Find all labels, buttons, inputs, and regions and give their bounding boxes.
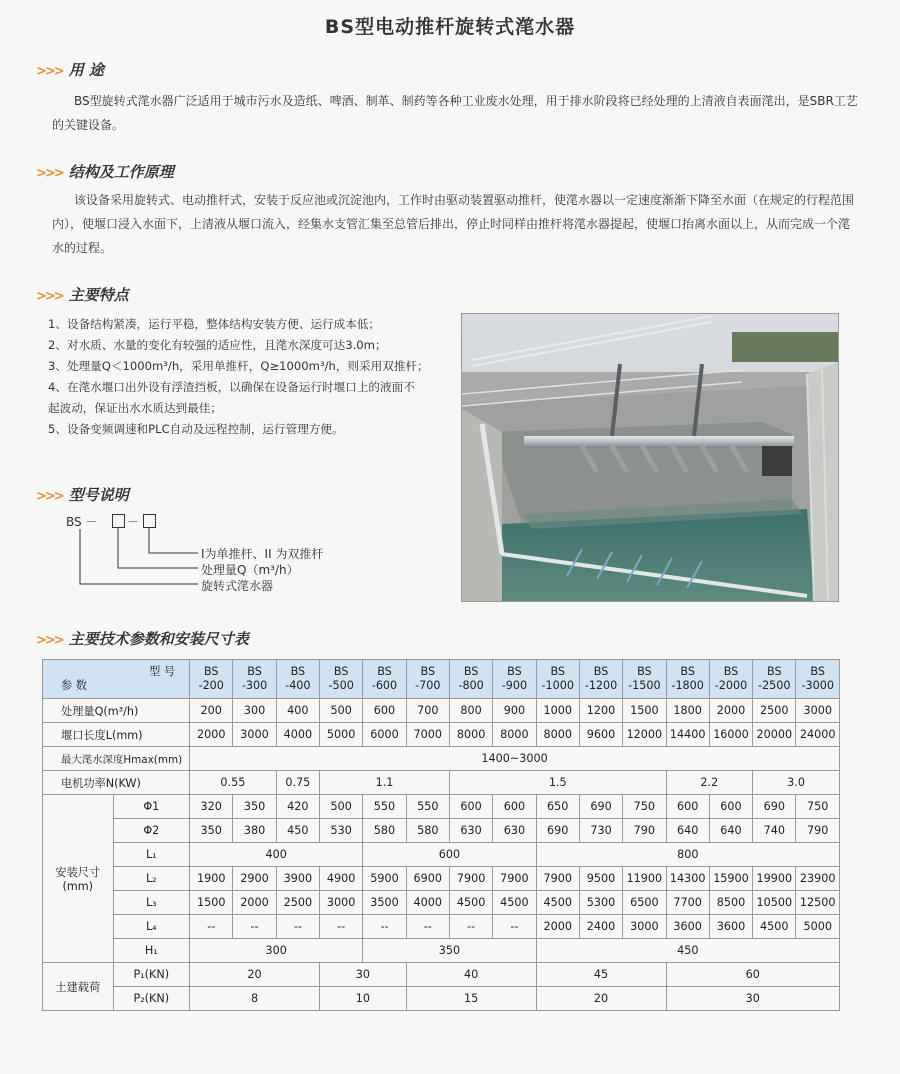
- table-cell: 4000: [276, 723, 319, 747]
- model-capacity: -300: [241, 679, 268, 692]
- model-dash: －: [127, 515, 140, 529]
- sub-label: Φ2: [113, 819, 190, 843]
- model-legend-type: 旋转式滗水器: [201, 579, 274, 593]
- table-cell: 1.5: [449, 771, 666, 795]
- decanter-photo: [461, 313, 839, 602]
- table-cell: 500: [320, 795, 363, 819]
- model-series: BS: [420, 665, 436, 678]
- model-header-cell: [709, 660, 752, 699]
- table-cell: 3600: [666, 915, 709, 939]
- table-cell: 8: [190, 987, 320, 1011]
- model-leader-lines: [66, 513, 206, 593]
- table-cell: 14400: [666, 723, 709, 747]
- model-capacity: -700: [415, 679, 441, 692]
- table-cell: 1200: [579, 699, 622, 723]
- table-cell: 4900: [320, 867, 363, 891]
- model-capacity: -1800: [671, 679, 704, 692]
- model-header-cell: [536, 660, 579, 699]
- sub-label: Φ1: [113, 795, 190, 819]
- usage-paragraph: [52, 89, 860, 137]
- table-cell: 350: [233, 795, 276, 819]
- section-heading-model: [36, 484, 129, 505]
- group-label-install: [43, 795, 114, 963]
- model-capacity: -1000: [541, 679, 574, 692]
- table-cell: 15: [406, 987, 536, 1011]
- table-cell: 2500: [276, 891, 319, 915]
- table-cell: --: [190, 915, 233, 939]
- table-row: [43, 843, 840, 867]
- table-cell: 500: [320, 699, 363, 723]
- model-header-cell: [796, 660, 840, 699]
- table-cell: 19900: [753, 867, 796, 891]
- model-series: BS: [333, 665, 349, 678]
- features-list: [48, 314, 448, 440]
- table-cell: 9500: [579, 867, 622, 891]
- table-cell: 750: [796, 795, 840, 819]
- table-cell: 23900: [796, 867, 840, 891]
- table-cell: 3.0: [753, 771, 840, 795]
- sub-label: L₂: [113, 867, 190, 891]
- model-series: BS: [637, 665, 652, 678]
- double-chevron-icon: >>>: [36, 166, 63, 181]
- table-cell: 16000: [709, 723, 752, 747]
- model-header-cell: [493, 660, 536, 699]
- table-cell: 690: [753, 795, 796, 819]
- table-cell: 8500: [709, 891, 752, 915]
- table-cell: 580: [363, 819, 406, 843]
- table-row: [43, 891, 840, 915]
- table-cell: 3900: [276, 867, 319, 891]
- table-cell: 2.2: [666, 771, 753, 795]
- section-heading-table: [36, 628, 249, 649]
- table-cell: 790: [623, 819, 666, 843]
- double-chevron-icon: >>>: [36, 64, 63, 79]
- double-chevron-icon: >>>: [36, 289, 63, 304]
- model-header-cell: [449, 660, 492, 699]
- table-cell: 7900: [536, 867, 579, 891]
- model-series: BS: [723, 665, 739, 678]
- table-cell: 40: [406, 963, 536, 987]
- table-cell: 4500: [493, 891, 536, 915]
- principle-paragraph: [52, 188, 860, 260]
- model-header-cell: [320, 660, 363, 699]
- table-cell: 8000: [449, 723, 492, 747]
- table-cell: 8000: [493, 723, 536, 747]
- row-label: 处理量Q(m³/h): [43, 699, 190, 723]
- table-cell: 3500: [363, 891, 406, 915]
- table-cell: 600: [449, 795, 492, 819]
- table-cell: 600: [363, 699, 406, 723]
- model-legend-pushrod: I为单推杆、II 为双推杆: [201, 547, 324, 561]
- table-cell: 15900: [709, 867, 752, 891]
- heading-text: 主要技术参数和安装尺寸表: [68, 630, 249, 648]
- section-heading-usage: [36, 59, 104, 80]
- table-cell: 6900: [406, 867, 449, 891]
- model-capacity: -3000: [801, 679, 834, 692]
- table-cell: 790: [796, 819, 840, 843]
- table-cell: 300: [233, 699, 276, 723]
- table-cell: 7700: [666, 891, 709, 915]
- model-series: BS: [463, 665, 479, 678]
- table-cell: 650: [536, 795, 579, 819]
- table-row: [43, 771, 840, 795]
- feature-item: 4、在滗水堰口出外设有浮渣挡板，以确保在设备运行时堰口上的液面不: [48, 380, 415, 394]
- row-label: 最大滗水深度Hmax(mm): [43, 747, 190, 771]
- table-cell: 5000: [796, 915, 840, 939]
- model-series: BS: [810, 665, 826, 678]
- model-series: BS: [377, 665, 392, 678]
- table-cell: 5900: [363, 867, 406, 891]
- table-cell: --: [363, 915, 406, 939]
- model-capacity: -500: [328, 679, 354, 692]
- table-cell: --: [233, 915, 276, 939]
- table-cell: 450: [536, 939, 839, 963]
- table-row: [43, 915, 840, 939]
- model-capacity: -1200: [584, 679, 618, 692]
- table-cell: 640: [666, 819, 709, 843]
- model-capacity: -400: [285, 679, 311, 692]
- model-header-cell: [276, 660, 319, 699]
- table-cell: 45: [536, 963, 666, 987]
- table-cell: 700: [406, 699, 449, 723]
- table-cell: 400: [276, 699, 319, 723]
- table-cell: 600: [363, 843, 536, 867]
- group-label-load: 土建载荷: [43, 963, 114, 1011]
- table-cell: --: [493, 915, 536, 939]
- table-cell: 1.1: [320, 771, 450, 795]
- table-cell: 2000: [233, 891, 276, 915]
- table-cell: 2400: [579, 915, 622, 939]
- feature-item: 3、处理量Q＜1000m³/h，采用单推杆，Q≥1000m³/h，则采用双推杆；: [48, 359, 429, 373]
- table-cell: 3000: [623, 915, 666, 939]
- table-row: [43, 987, 840, 1011]
- model-series: BS: [767, 665, 782, 678]
- table-cell: 350: [363, 939, 536, 963]
- corner-label-param: 参 数: [61, 679, 87, 692]
- table-cell: 12000: [623, 723, 666, 747]
- sub-label: L₄: [113, 915, 190, 939]
- principle-text: 该设备采用旋转式、电动推杆式，安装于反应池或沉淀池内，工作时由驱动装置驱动推杆，使滗水器以一定速度渐渐下降至水面（在规定的行程范围内），使堰口浸入水面下，上清液从堰口流入，经集水支管汇集至总管后排出，停止时同样由推杆将滗水器提起，使堰口抬离水面以上，从而完成一个滗水的过程。: [52, 193, 855, 255]
- table-row: [43, 819, 840, 843]
- table-row: [43, 699, 840, 723]
- table-cell: 0.75: [276, 771, 319, 795]
- table-cell: 5000: [320, 723, 363, 747]
- sub-label: P₁(KN): [113, 963, 190, 987]
- table-row: [43, 963, 840, 987]
- model-header-cell: [233, 660, 276, 699]
- model-legend-capacity: 处理量Q（m³/h）: [201, 563, 299, 577]
- section-heading-features: [36, 284, 129, 305]
- feature-item: 2、对水质、水量的变化有较强的适应性，且滗水深度可达3.0m；: [48, 338, 387, 352]
- table-cell: 320: [190, 795, 233, 819]
- feature-item: 5、设备变频调速和PLC自动及远程控制，运行管理方便。: [48, 422, 344, 436]
- table-row: [43, 795, 840, 819]
- spec-table: [42, 659, 840, 1011]
- table-row: [43, 867, 840, 891]
- model-capacity: -200: [198, 679, 224, 692]
- table-cell: 7900: [449, 867, 492, 891]
- table-cell: 630: [493, 819, 536, 843]
- double-chevron-icon: >>>: [36, 489, 63, 504]
- row-label: 电机功率N(KW): [43, 771, 190, 795]
- model-capacity: -2000: [714, 679, 748, 692]
- table-cell: 550: [363, 795, 406, 819]
- feature-item: 1、设备结构紧凑，运行平稳，整体结构安装方便、运行成本低；: [48, 317, 381, 331]
- table-cell: 2000: [709, 699, 752, 723]
- model-header-cell: [190, 660, 233, 699]
- table-cell: 400: [190, 843, 363, 867]
- heading-text: 用 途: [68, 61, 104, 79]
- table-cell: 3000: [796, 699, 840, 723]
- model-header-cell: [666, 660, 709, 699]
- table-cell: 24000: [796, 723, 840, 747]
- table-header-row: [43, 660, 840, 699]
- table-cell: 2000: [536, 915, 579, 939]
- table-cell: 1500: [623, 699, 666, 723]
- table-cell: 4500: [449, 891, 492, 915]
- model-header-cell: [579, 660, 622, 699]
- heading-text: 型号说明: [68, 486, 129, 504]
- table-cell: 60: [666, 963, 839, 987]
- table-cell: --: [320, 915, 363, 939]
- table-cell: 200: [190, 699, 233, 723]
- table-cell: 30: [320, 963, 407, 987]
- table-cell: 1800: [666, 699, 709, 723]
- table-cell: 2500: [753, 699, 796, 723]
- model-series: BS: [507, 665, 522, 678]
- table-cell: 3600: [709, 915, 752, 939]
- table-cell: 600: [666, 795, 709, 819]
- table-cell: 730: [579, 819, 622, 843]
- model-series: BS: [290, 665, 306, 678]
- heading-text: 主要特点: [68, 286, 129, 304]
- model-capacity: -800: [458, 679, 484, 692]
- model-capacity: -600: [371, 679, 398, 692]
- page-title: BS型电动推杆旋转式滗水器: [324, 16, 576, 38]
- model-header-cell: [623, 660, 666, 699]
- table-cell: 800: [449, 699, 492, 723]
- table-cell: 8000: [536, 723, 579, 747]
- double-chevron-icon: >>>: [36, 633, 63, 648]
- table-cell: 12500: [796, 891, 840, 915]
- table-cell: 600: [709, 795, 752, 819]
- table-cell: 6000: [363, 723, 406, 747]
- table-cell: 750: [623, 795, 666, 819]
- section-heading-principle: [36, 161, 174, 182]
- table-cell: 10500: [753, 891, 796, 915]
- table-cell: 4500: [753, 915, 796, 939]
- table-cell: 690: [579, 795, 622, 819]
- heading-text: 结构及工作原理: [68, 163, 174, 181]
- table-cell: --: [406, 915, 449, 939]
- table-cell: 350: [190, 819, 233, 843]
- row-label: 堰口长度L(mm): [43, 723, 190, 747]
- table-cell: 1400~3000: [190, 747, 840, 771]
- table-cell: 2900: [233, 867, 276, 891]
- table-corner-cell: [43, 660, 190, 699]
- table-cell: 1500: [190, 891, 233, 915]
- table-cell: 5300: [579, 891, 622, 915]
- table-cell: 10: [320, 987, 407, 1011]
- table-cell: 6500: [623, 891, 666, 915]
- model-header-cell: [753, 660, 796, 699]
- model-series: BS: [680, 665, 695, 678]
- table-cell: 420: [276, 795, 319, 819]
- table-row: [43, 747, 840, 771]
- sub-label: H₁: [113, 939, 190, 963]
- install-label-line: 安装尺寸: [55, 866, 101, 879]
- install-label-unit: (mm): [62, 880, 94, 893]
- model-capacity: -1500: [628, 679, 661, 692]
- table-cell: 740: [753, 819, 796, 843]
- table-cell: 7000: [406, 723, 449, 747]
- table-cell: 1900: [190, 867, 233, 891]
- table-cell: 640: [709, 819, 752, 843]
- table-cell: 20: [190, 963, 320, 987]
- table-row: [43, 939, 840, 963]
- table-cell: 2000: [190, 723, 233, 747]
- model-capacity: -2500: [758, 679, 791, 692]
- table-row: [43, 723, 840, 747]
- sub-label: L₁: [113, 843, 190, 867]
- sub-label: P₂(KN): [113, 987, 190, 1011]
- model-header-cell: [363, 660, 406, 699]
- table-cell: 300: [190, 939, 363, 963]
- table-cell: 4000: [406, 891, 449, 915]
- model-diagram: [66, 513, 396, 593]
- table-cell: 30: [666, 987, 839, 1011]
- model-prefix: BS －: [66, 515, 98, 529]
- table-cell: 20: [536, 987, 666, 1011]
- table-cell: 11900: [623, 867, 666, 891]
- table-cell: 14300: [666, 867, 709, 891]
- table-cell: 3000: [233, 723, 276, 747]
- table-cell: --: [449, 915, 492, 939]
- model-series: BS: [247, 665, 262, 678]
- table-cell: 450: [276, 819, 319, 843]
- table-cell: 380: [233, 819, 276, 843]
- table-cell: 20000: [753, 723, 796, 747]
- usage-text: BS型旋转式滗水器广泛适用于城市污水及造纸、啤酒、制革、制药等各种工业废水处理，用于排水阶段将已经处理的上清液自表面滗出，是SBR工艺的关键设备。: [52, 94, 858, 132]
- feature-item: 起波动，保证出水水质达到最佳；: [48, 401, 222, 415]
- table-cell: --: [276, 915, 319, 939]
- model-series: BS: [203, 665, 219, 678]
- table-cell: 600: [493, 795, 536, 819]
- model-series: BS: [593, 665, 609, 678]
- table-cell: 690: [536, 819, 579, 843]
- table-cell: 530: [320, 819, 363, 843]
- table-cell: 4500: [536, 891, 579, 915]
- model-series: BS: [550, 665, 566, 678]
- table-cell: 550: [406, 795, 449, 819]
- table-cell: 7900: [493, 867, 536, 891]
- table-cell: 1000: [536, 699, 579, 723]
- corner-label-model: 型 号: [149, 665, 176, 678]
- table-cell: 0.55: [190, 771, 277, 795]
- model-capacity: -900: [501, 679, 528, 692]
- table-cell: 800: [536, 843, 839, 867]
- model-header-cell: [406, 660, 449, 699]
- table-cell: 900: [493, 699, 536, 723]
- table-cell: 9600: [579, 723, 622, 747]
- table-cell: 630: [449, 819, 492, 843]
- sub-label: L₃: [113, 891, 190, 915]
- table-cell: 3000: [320, 891, 363, 915]
- table-cell: 580: [406, 819, 449, 843]
